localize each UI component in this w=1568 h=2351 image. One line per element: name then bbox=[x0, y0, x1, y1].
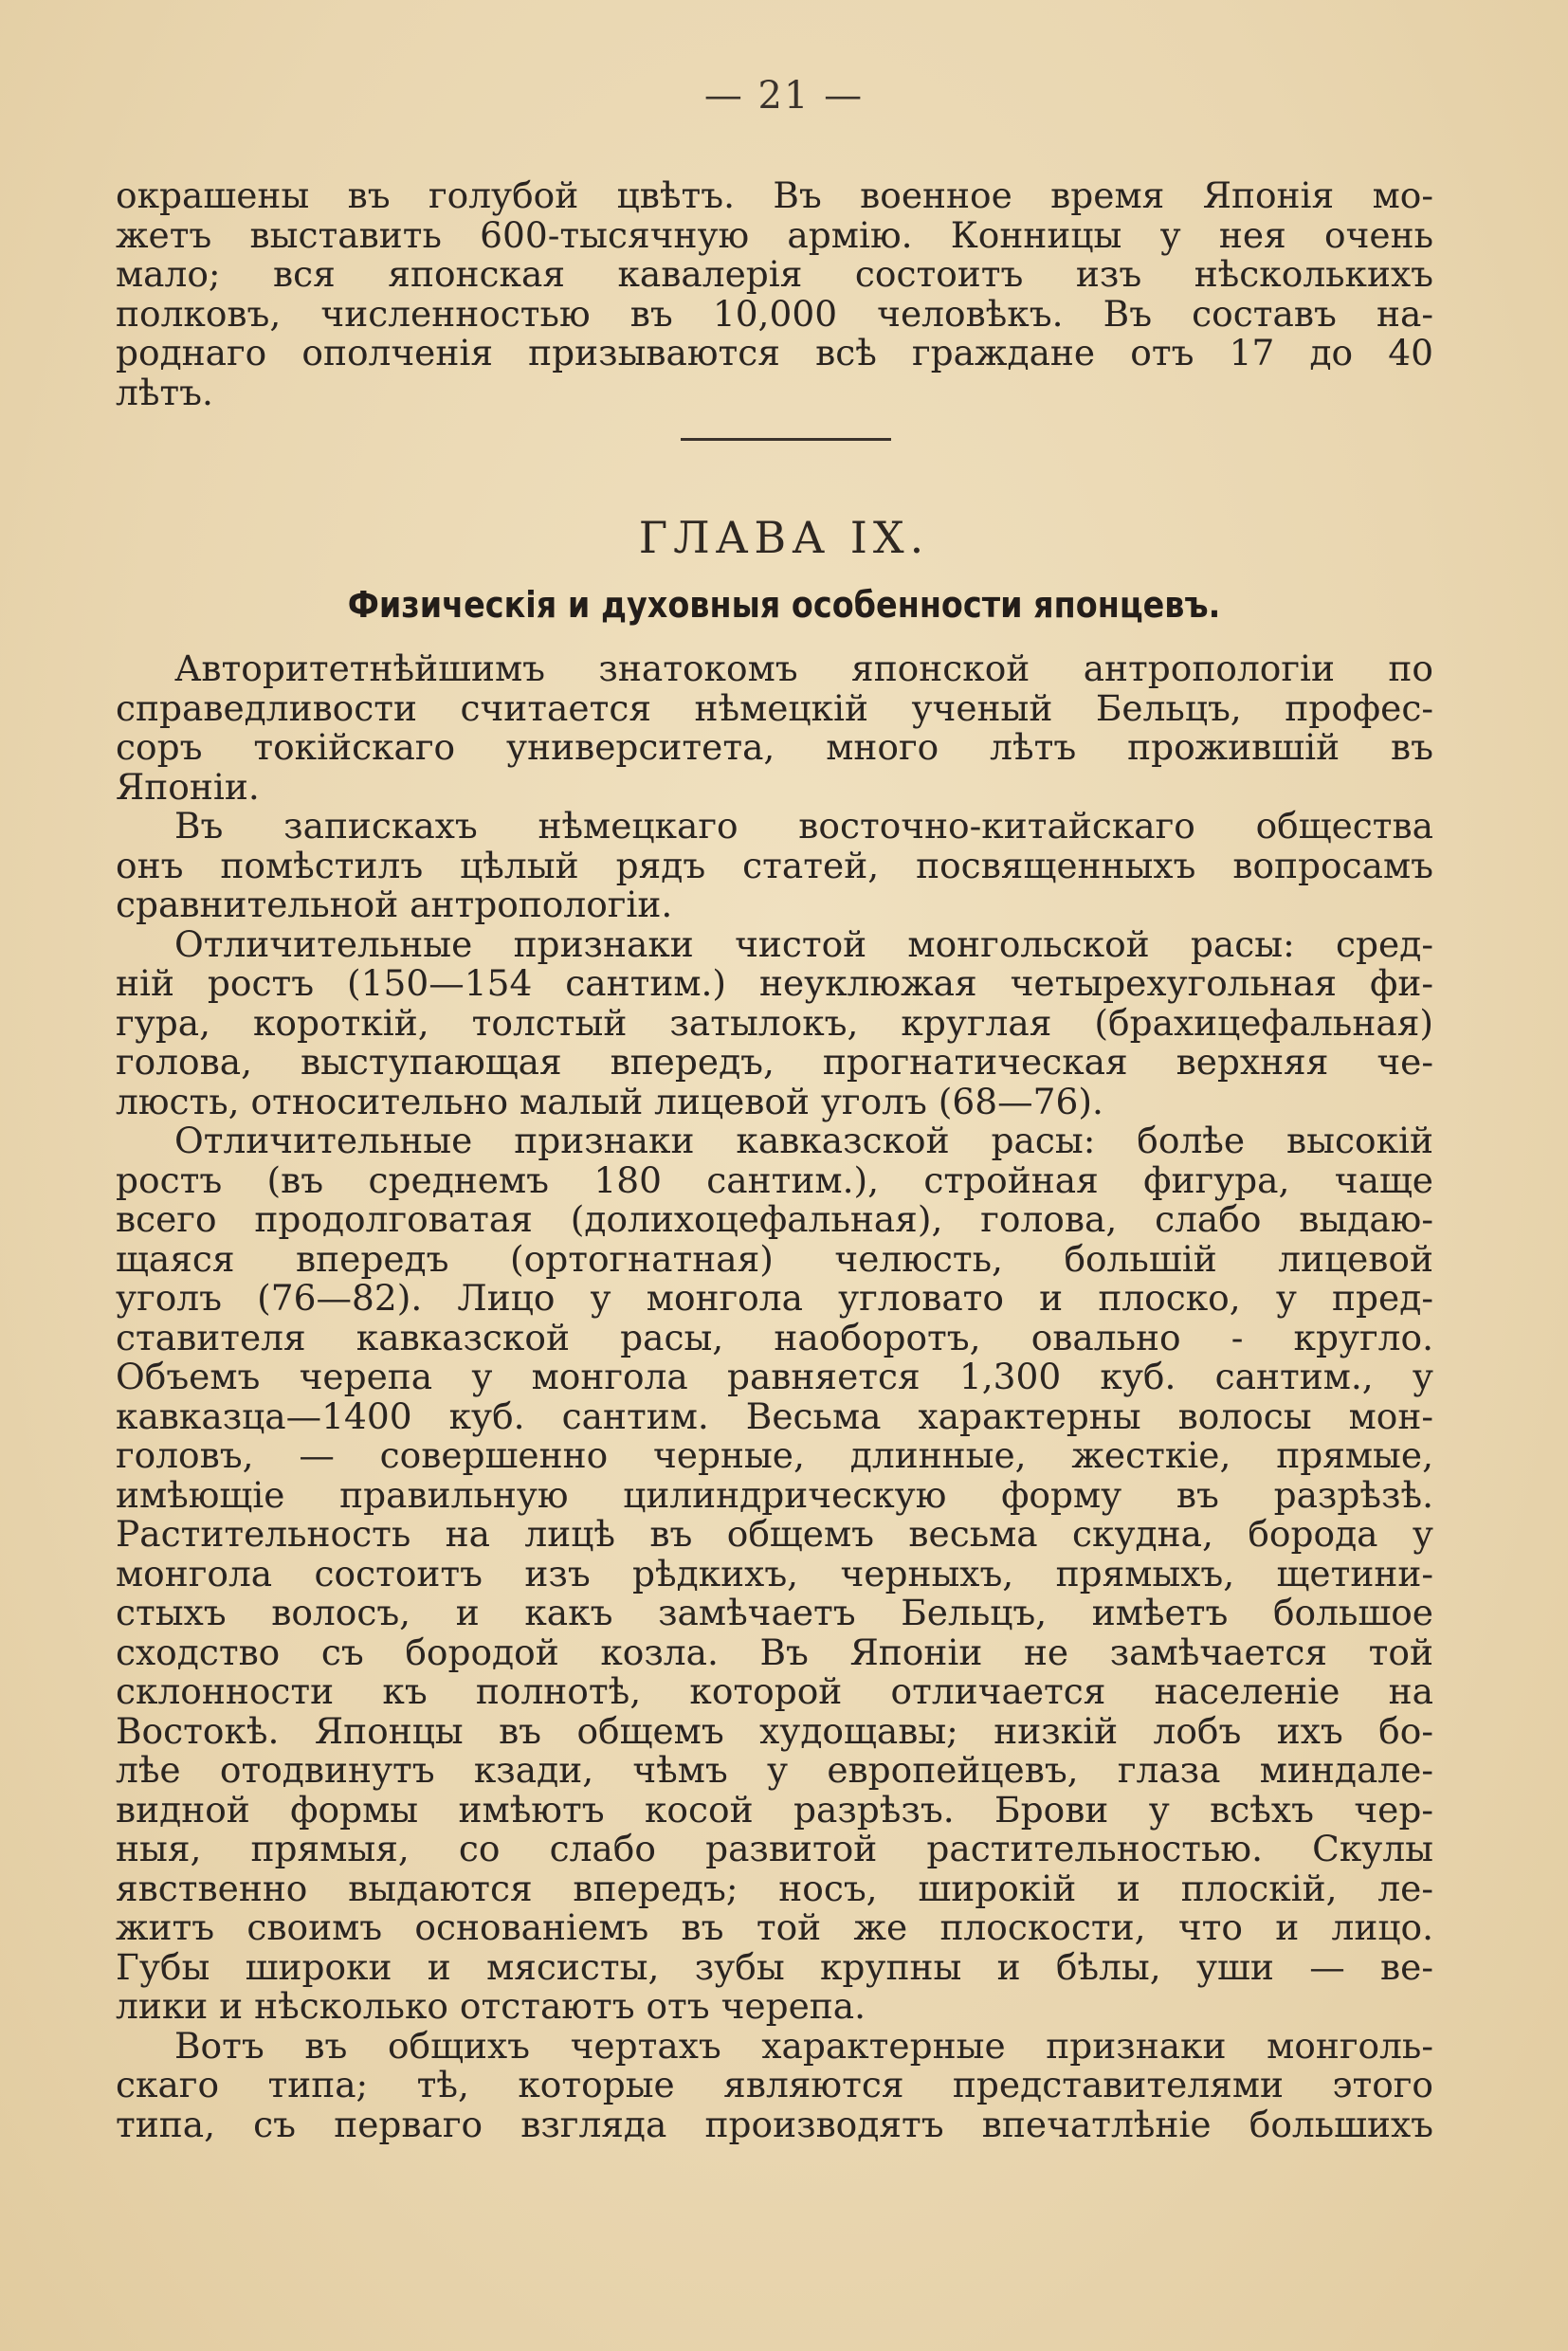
text-line: головъ, — совершенно черные, длинные, жесткіе, прямые, bbox=[116, 1434, 1433, 1476]
text-line: роднаго ополченія призываются всѣ граждане отъ 17 до 40 bbox=[116, 332, 1433, 374]
text-line: Японіи. bbox=[116, 765, 260, 808]
text-line: сходство съ бородой козла. Въ Японіи не замѣчается той bbox=[116, 1631, 1433, 1673]
text-line: лики и нѣсколько отстаютъ отъ черепа. bbox=[116, 1985, 866, 2027]
text-line: гура, короткій, толстый затылокъ, круглая (брахицефальная) bbox=[116, 1001, 1433, 1044]
text-line: типа, съ перваго взгляда производятъ впечатлѣніе большихъ bbox=[116, 2103, 1433, 2145]
text-line: явственно выдаются впередъ; носъ, широкій и плоскій, ле- bbox=[116, 1867, 1433, 1909]
text-line: жетъ выставить 600-тысячную армію. Конницы у нея очень bbox=[116, 213, 1433, 256]
text-line: Востокѣ. Японцы въ общемъ худощавы; низкій лобъ ихъ бо- bbox=[116, 1709, 1433, 1752]
text-line: Отличительные признаки чистой монгольской расы: сред- bbox=[174, 922, 1433, 965]
text-line: Растительность на лицѣ въ общемъ весьма скудна, борода у bbox=[116, 1513, 1433, 1555]
text-line: окрашены въ голубой цвѣтъ. Въ военное время Японія мо- bbox=[116, 174, 1433, 216]
text-line: видной формы имѣютъ косой разрѣзъ. Брови у всѣхъ чер- bbox=[116, 1788, 1433, 1831]
chapter-title: Физическія и духовныя особенности японцевъ. bbox=[347, 584, 1221, 626]
text-line: ростъ (въ среднемъ 180 сантим.), стройная фигура, чаще bbox=[116, 1158, 1433, 1201]
text-line: справедливости считается нѣмецкій ученый Бельцъ, профес- bbox=[116, 686, 1433, 729]
paragraph bbox=[116, 922, 1433, 1122]
chapter-heading: ГЛАВА IX. bbox=[638, 512, 930, 563]
text-line: Въ запискахъ нѣмецкаго восточно-китайскаго общества bbox=[174, 805, 1433, 847]
text-line: Авторитетнѣйшимъ знатокомъ японской антропологіи по bbox=[174, 647, 1433, 689]
text-line: Отличительные признаки кавказской расы: болѣе высокій bbox=[174, 1120, 1433, 1161]
text-line: мало; вся японская кавалерія состоитъ изъ нѣсколькихъ bbox=[116, 253, 1433, 295]
text-line: лѣе отодвинутъ кзади, чѣмъ у европейцевъ, глаза миндале- bbox=[116, 1749, 1433, 1791]
text-line: ныя, прямыя, со слабо развитой растительностью. Скулы bbox=[116, 1828, 1433, 1869]
paragraph bbox=[116, 1121, 1433, 2027]
text-line: щаяся впередъ (ортогнатная) челюсть, большій лицевой bbox=[116, 1237, 1433, 1280]
text-line: люсть, относительно малый лицевой уголъ (68—76). bbox=[116, 1080, 1103, 1122]
chapter-body bbox=[116, 649, 1433, 2144]
text-line: Вотъ въ общихъ чертахъ характерные признаки монголь- bbox=[174, 2024, 1433, 2067]
paragraph bbox=[116, 2024, 1433, 2145]
text-line: всего продолговатая (долихоцефальная), голова, слабо выдаю- bbox=[116, 1198, 1433, 1240]
text-line: житъ своимъ основаніемъ въ той же плоскости, что и лицо. bbox=[116, 1906, 1433, 1948]
text-line: полковъ, численностью въ 10,000 человѣкъ. Въ составъ на- bbox=[116, 292, 1433, 335]
text-line: ставителя кавказской расы, наоборотъ, овально - кругло. bbox=[116, 1316, 1433, 1358]
text-line: лѣтъ. bbox=[116, 371, 213, 413]
paragraph bbox=[116, 807, 1433, 925]
text-line: ній ростъ (150—154 сантим.) неуклюжая четырехугольная фи- bbox=[116, 962, 1433, 1004]
text-line: кавказца—1400 куб. сантим. Весьма характерны волосы мон- bbox=[116, 1394, 1433, 1437]
text-line: голова, выступающая впередъ, прогнатическая верхняя че- bbox=[116, 1041, 1433, 1083]
paragraph bbox=[116, 649, 1433, 807]
text-line: онъ помѣстилъ цѣлый рядъ статей, посвященныхъ вопросамъ bbox=[116, 844, 1433, 886]
text-line: скаго типа; тѣ, которые являются представителями этого bbox=[116, 2064, 1433, 2105]
text-line: монгола состоитъ изъ рѣдкихъ, черныхъ, прямыхъ, щетини- bbox=[116, 1552, 1433, 1595]
text-line: имѣющіе правильную цилиндрическую форму въ разрѣзѣ. bbox=[116, 1473, 1433, 1516]
continued-paragraph bbox=[116, 176, 1433, 412]
text-line: Губы широки и мясисты, зубы крупны и бѣлы, уши — ве- bbox=[116, 1945, 1433, 1988]
text-line: стыхъ волосъ, и какъ замѣчаетъ Бельцъ, имѣетъ большое bbox=[116, 1592, 1433, 1633]
text-line: Объемъ черепа у монгола равняется 1,300 куб. сантим., у bbox=[116, 1356, 1433, 1397]
text-line: сравнительной антропологіи. bbox=[116, 884, 673, 925]
paragraph-top bbox=[116, 176, 1433, 412]
text-line: уголъ (76—82). Лицо у монгола угловато и плоско, у пред- bbox=[116, 1277, 1433, 1319]
page-number: — 21 — bbox=[703, 74, 865, 118]
section-divider bbox=[681, 438, 891, 441]
text-line: склонности къ полнотѣ, которой отличается населеніе на bbox=[116, 1670, 1433, 1712]
text-line: соръ токійскаго университета, много лѣтъ прожившій въ bbox=[116, 726, 1433, 768]
